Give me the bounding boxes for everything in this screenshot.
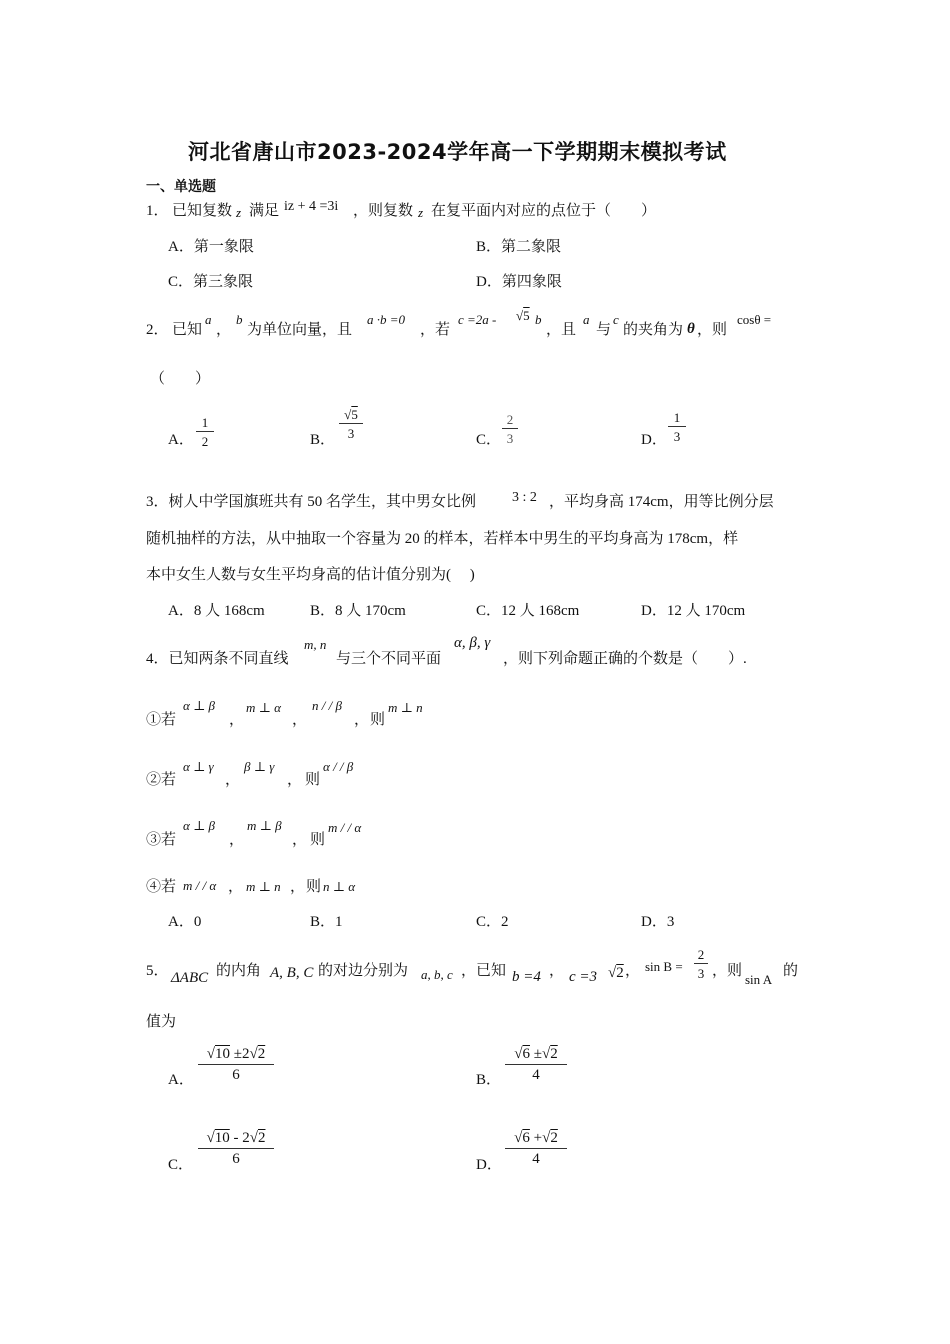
fraction-denominator: 2 — [201, 434, 209, 449]
statement-4-prefix: ④若 — [146, 879, 177, 895]
math-c: c — [613, 312, 619, 327]
sqrt-radicand: 2 — [550, 1130, 558, 1146]
option-a-label: A． — [168, 1072, 194, 1088]
option-a-label: A． — [168, 432, 194, 448]
fraction-denominator: 3 — [506, 431, 514, 446]
question-text: 本中女生人数与女生平均身高的估计值分别为( ) — [146, 567, 475, 583]
option-d: D．12 人 170cm — [641, 603, 746, 619]
sinb-fraction — [694, 948, 708, 980]
math-triangle: ΔABC — [171, 970, 209, 986]
fraction-numerator: √10 - 2√2 — [206, 1130, 266, 1146]
question-number: 5． — [146, 963, 169, 979]
math-condition: m ⊥ β — [247, 818, 282, 833]
punct: ， — [229, 712, 245, 728]
then-word: 则 — [310, 832, 326, 848]
option-c-fraction — [502, 413, 518, 445]
fraction-numerator: √10 ±2√2 — [206, 1046, 266, 1062]
question-text: ，若 — [420, 322, 451, 338]
question-text: 随机抽样的方法，从中抽取一个容量为 20 的样本，若样本中男生的平均身高为 178cm，样 — [146, 531, 739, 547]
math-result: α / / β — [323, 759, 354, 774]
fraction-denominator: 6 — [232, 1151, 240, 1167]
sqrt-radicand: 2 — [257, 1130, 266, 1146]
math-planes: α, β, γ — [454, 635, 491, 651]
question-number: 2． — [146, 322, 169, 338]
question-text: ，且 — [546, 322, 577, 338]
operator: - 2 — [233, 1130, 250, 1146]
math-b-value: b =4 — [512, 969, 541, 985]
option-a: A．8 人 168cm — [168, 603, 265, 619]
option-d-fraction — [668, 411, 686, 443]
math-condition: m / / α — [183, 878, 217, 893]
math-condition: α ⊥ β — [183, 698, 216, 713]
section-heading: 一、单选题 — [146, 179, 216, 195]
fraction-numerator: √5 — [344, 407, 358, 422]
math-condition: α ⊥ β — [183, 818, 216, 833]
sqrt-radicand: 10 — [215, 1046, 230, 1062]
question-text: 的夹角为 — [623, 322, 684, 338]
option-b-label: B． — [310, 432, 336, 448]
answer-paren: （ ） — [150, 371, 211, 387]
math-b: b — [535, 312, 542, 327]
option-c-label: C． — [476, 432, 502, 448]
question-text: 3．树人中学国旗班共有 50 名学生，其中男女比例 — [146, 494, 477, 510]
punct: ， — [292, 712, 308, 728]
option-c: C．2 — [476, 914, 509, 930]
sqrt-radicand: 2 — [616, 965, 624, 981]
question-text: ，则复数 — [353, 203, 414, 219]
statement-3-prefix: ③若 — [146, 832, 177, 848]
operator: ± — [533, 1046, 542, 1062]
math-result: m ⊥ n — [388, 700, 423, 715]
fraction-denominator: 3 — [673, 429, 681, 444]
option-a-fraction — [196, 416, 214, 448]
option-d-fraction — [505, 1131, 567, 1167]
sqrt-radicand: 2 — [550, 1046, 558, 1062]
option-c: C．12 人 168cm — [476, 603, 580, 619]
punct: ， — [228, 879, 244, 895]
statement-1-prefix: ①若 — [146, 712, 177, 728]
option-a: A．第一象限 — [168, 239, 254, 255]
fraction-numerator: √6 +√2 — [514, 1130, 558, 1146]
sqrt-radicand: 5 — [523, 308, 530, 323]
question-number: 1． — [146, 203, 169, 219]
question-text: 的对边分别为 — [318, 963, 409, 979]
question-text: ，平均身高 174cm，用等比例分层 — [549, 494, 774, 510]
sqrt-radicand: 6 — [522, 1046, 530, 1062]
math-cos-theta: cosθ = — [737, 312, 772, 327]
sqrt-radicand: 5 — [351, 407, 358, 422]
question-text: ，已知 — [461, 963, 507, 979]
math-dot-product: a ·b =0 — [367, 312, 406, 327]
sqrt-radicand: 6 — [522, 1130, 530, 1146]
fraction-denominator: 3 — [347, 426, 355, 441]
option-a: A．0 — [168, 914, 202, 930]
then-word: 则 — [370, 712, 386, 728]
question-text: ，则 — [712, 963, 743, 979]
fraction-denominator: 4 — [532, 1067, 540, 1083]
math-z: z — [418, 205, 424, 220]
then-word: 则 — [306, 879, 322, 895]
math-c-value: c =3 — [569, 969, 598, 985]
math-equation: iz + 4 =3i — [284, 199, 339, 214]
option-a-fraction — [198, 1047, 274, 1083]
math-condition: m ⊥ α — [246, 700, 281, 715]
math-c-def: c =2a - — [458, 312, 497, 327]
option-c-fraction — [198, 1131, 274, 1167]
question-text: 的内角 — [216, 963, 262, 979]
operator: + — [533, 1130, 543, 1146]
question-text: 在复平面内对应的点位于（ ） — [431, 203, 657, 219]
option-d-label: D． — [476, 1157, 502, 1173]
option-d-label: D． — [641, 432, 667, 448]
fraction-denominator: 3 — [697, 966, 705, 981]
math-condition: m ⊥ n — [246, 879, 281, 894]
option-b-fraction — [339, 408, 363, 440]
option-b-label: B． — [476, 1072, 502, 1088]
option-b-fraction — [505, 1047, 567, 1083]
question-text: 与三个不同平面 — [336, 651, 442, 667]
option-c: C．第三象限 — [168, 274, 254, 290]
punct: ， — [625, 963, 641, 979]
sqrt-sign: √2 — [608, 965, 624, 981]
sqrt-radicand: 10 — [214, 1130, 230, 1146]
option-b: B．第二象限 — [476, 239, 562, 255]
math-b: b — [236, 312, 243, 327]
option-d: D．第四象限 — [476, 274, 562, 290]
math-a: a — [583, 312, 590, 327]
math-z: z — [236, 205, 242, 220]
math-condition: α ⊥ γ — [183, 759, 214, 774]
question-text: 为单位向量，且 — [247, 322, 353, 338]
option-d: D．3 — [641, 914, 675, 930]
math-sinb: sin B = — [645, 959, 683, 974]
question-text: 与 — [596, 322, 612, 338]
math-result: n ⊥ α — [323, 879, 356, 894]
fraction-numerator: 1 — [673, 410, 681, 425]
math-lines: m, n — [304, 637, 327, 652]
fraction-numerator: 2 — [697, 947, 705, 962]
math-condition: n / / β — [312, 698, 342, 713]
option-b: B．1 — [310, 914, 343, 930]
question-text: 的 — [783, 963, 799, 979]
math-condition: β ⊥ γ — [244, 759, 275, 774]
sqrt-sign: √5 — [516, 308, 530, 323]
math-theta: θ — [687, 321, 695, 337]
punct: ， — [229, 832, 245, 848]
question-text: 4．已知两条不同直线 — [146, 651, 289, 667]
question-text: ，则 — [697, 322, 728, 338]
fraction-denominator: 6 — [232, 1067, 240, 1083]
math-angles: A, B, C — [270, 965, 314, 981]
math-ratio: 3 : 2 — [512, 490, 537, 505]
fraction-numerator: 2 — [506, 412, 514, 427]
punct: ， — [225, 772, 241, 788]
math-result: m / / α — [328, 820, 362, 835]
punct: ， — [287, 772, 303, 788]
question-text: 值为 — [146, 1014, 177, 1030]
operator: ±2 — [233, 1046, 250, 1062]
option-b: B．8 人 170cm — [310, 603, 406, 619]
question-text: 满足 — [249, 203, 280, 219]
question-text: ，则下列命题正确的个数是（ ）. — [503, 651, 747, 667]
question-text: 已知 — [172, 322, 203, 338]
fraction-numerator: 1 — [201, 415, 209, 430]
punct: ， — [354, 712, 370, 728]
fraction-denominator: 4 — [532, 1151, 540, 1167]
fraction-numerator: √6 ±√2 — [514, 1046, 558, 1062]
math-sides: a, b, c — [421, 967, 453, 982]
punct: ， — [216, 322, 232, 338]
punct: ， — [549, 963, 565, 979]
math-sina: sin A — [745, 972, 773, 987]
question-text: 已知复数 — [172, 203, 233, 219]
punct: ， — [292, 832, 308, 848]
sqrt-radicand: 2 — [257, 1046, 266, 1062]
math-a: a — [205, 312, 212, 327]
page-title: 河北省唐山市2023-2024学年高一下学期期末模拟考试 — [188, 140, 727, 164]
punct: ， — [290, 879, 306, 895]
option-c-label: C． — [168, 1157, 194, 1173]
statement-2-prefix: ②若 — [146, 772, 177, 788]
then-word: 则 — [305, 772, 321, 788]
